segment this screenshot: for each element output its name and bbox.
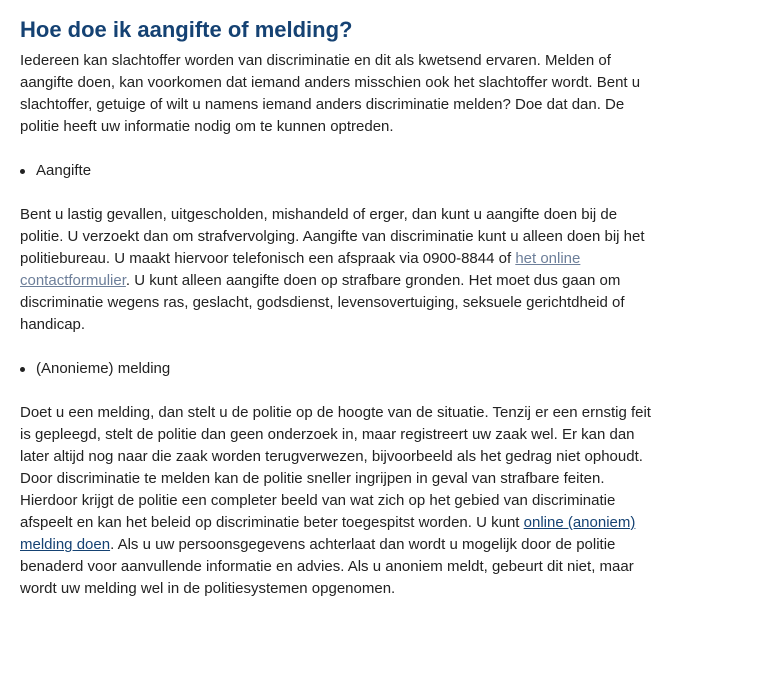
contact-form-link[interactable]: het online contactformulier: [20, 250, 581, 289]
aangifte-bullet: Aangifte: [36, 160, 660, 182]
melding-list: [20, 358, 660, 380]
melding-bullet: (Anonieme) melding: [36, 358, 660, 380]
aangifte-paragraph: [20, 204, 660, 336]
online-melding-link[interactable]: online (anoniem) melding doen: [20, 514, 636, 553]
article-section: [20, 14, 660, 600]
aangifte-list: [20, 160, 660, 182]
melding-text-before-link: Doet u een melding, dan stelt u de politie op de hoogte van de situatie. Tenzij er een ernstig feit is gepleegd, stelt de politie dan geen onderzoek in, maar registreert uw zaak wel. Er kan dan later altijd nog naar die zaak worden terugverwezen, bijvoorbeeld als het gedrag niet ophoudt. Door discriminatie te melden kan de politie sneller ingrijpen in geval van strafbare feiten. Hierdoor krijgt de politie een completer beeld van wat zich op het gebied van discriminatie afspeelt en kan het beleid op discriminatie beter toegespitst worden. U kunt: [20, 404, 651, 531]
section-title: Hoe doe ik aangifte of melding?: [20, 17, 353, 42]
aangifte-text-after-link: . U kunt alleen aangifte doen op strafbare gronden. Het moet dus gaan om discriminatie wegens ras, geslacht, godsdienst, levensovertuiging, seksuele gerichtdheid of handicap.: [20, 272, 625, 333]
aangifte-text-before-link: Bent u lastig gevallen, uitgescholden, mishandeld of erger, dan kunt u aangifte doen bij de politie. U verzoekt dan om strafvervolging. Aangifte van discriminatie kunt u alleen doen bij het politiebureau. U maakt hiervoor telefonisch een afspraak via 0900-8844 of: [20, 206, 645, 267]
melding-text-after-link: . Als u uw persoonsgegevens achterlaat dan wordt u mogelijk door de politie benaderd voor aanvullende informatie en advies. Als u anoniem meldt, gebeurt dit niet, maar wordt uw melding wel in de politiesystemen opgenomen.: [20, 536, 634, 597]
intro-paragraph: Iedereen kan slachtoffer worden van discriminatie en dit als kwetsend ervaren. Melden of aangifte doen, kan voorkomen dat iemand anders misschien ook het slachtoffer wordt. Bent u slachtoffer, getuige of wilt u namens iemand anders discriminatie melden? Doe dat dan. De politie heeft uw informatie nodig om te kunnen optreden.: [20, 52, 641, 135]
melding-paragraph: [20, 402, 660, 600]
